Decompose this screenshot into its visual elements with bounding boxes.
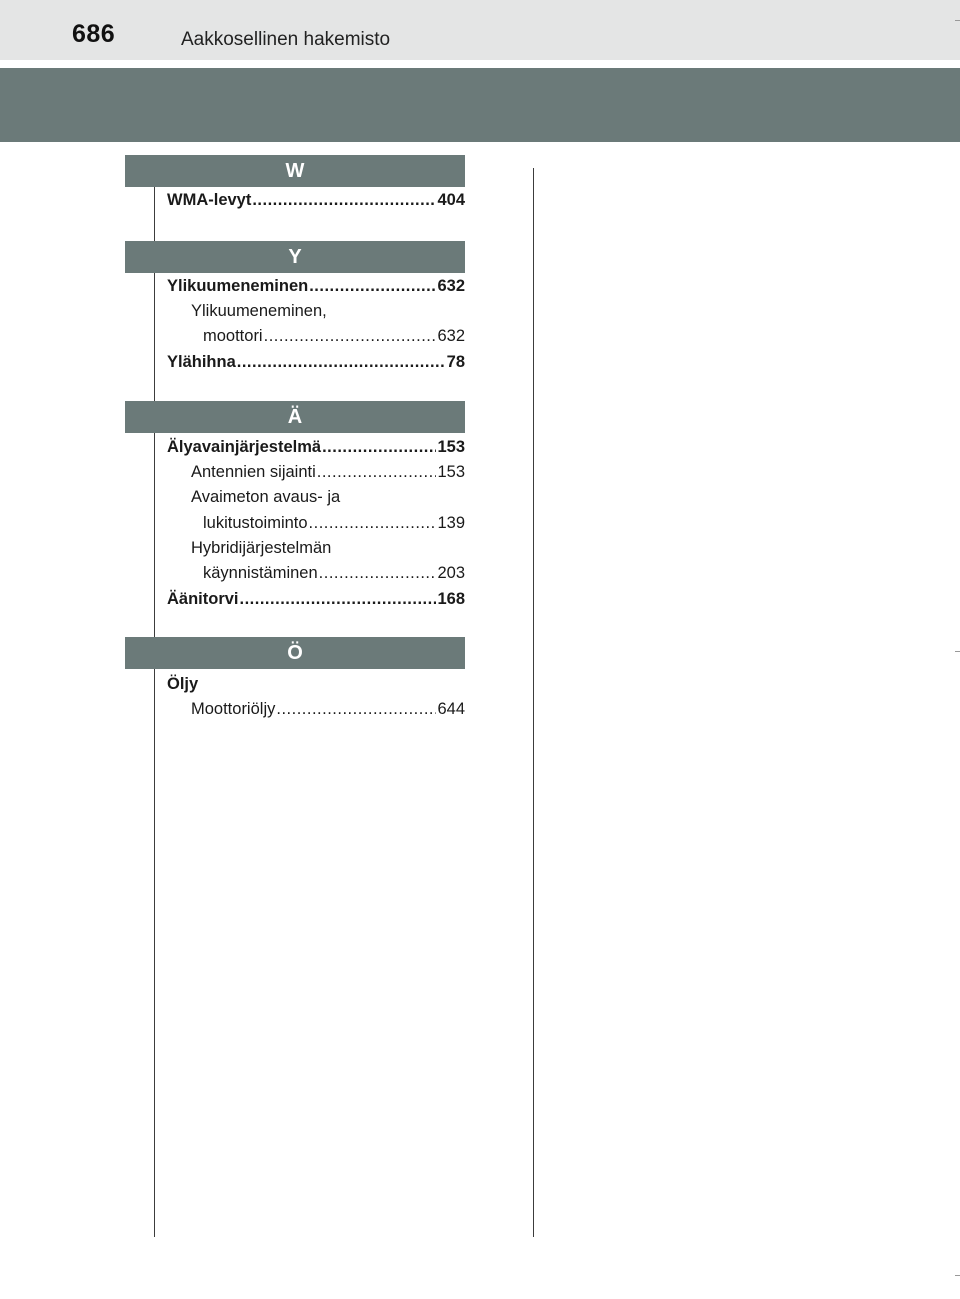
entry-page: 153 <box>437 438 465 456</box>
index-entry-wma-levyt[interactable] <box>167 188 465 212</box>
crop-mark <box>955 651 960 652</box>
entry-text: Äänitorvi <box>167 590 239 608</box>
index-entry-oljy <box>167 672 465 696</box>
index-entry-ylahihna[interactable] <box>167 350 465 374</box>
entry-text: Hybridijärjestelmän <box>191 539 332 557</box>
page-title: Aakkosellinen hakemisto <box>181 29 391 50</box>
crop-mark <box>955 1275 960 1276</box>
dot-leader <box>309 511 437 535</box>
entry-page: 632 <box>437 277 465 295</box>
dot-leader <box>264 324 437 348</box>
page-number: 686 <box>72 20 116 48</box>
dot-leader <box>276 697 436 721</box>
entry-page: 632 <box>437 327 465 345</box>
index-subentry-moottori[interactable] <box>203 324 465 348</box>
entry-text: WMA-levyt <box>167 191 252 209</box>
dot-leader <box>317 460 437 484</box>
entry-text: käynnistäminen <box>203 564 318 582</box>
entry-page: 78 <box>446 353 465 371</box>
entry-text: Ylähihna <box>167 353 236 371</box>
entry-page: 168 <box>437 590 465 608</box>
index-subentry-lukitustoiminto[interactable] <box>203 511 465 535</box>
section-header-o-umlaut: Ö <box>125 637 465 669</box>
entry-text: Ylikuumeneminen <box>167 277 309 295</box>
entry-text: lukitustoiminto <box>203 514 308 532</box>
dot-leader <box>309 274 436 298</box>
entry-text: Avaimeton avaus- ja <box>191 488 341 506</box>
entry-page: 203 <box>437 564 465 582</box>
section-header-w: W <box>125 155 465 187</box>
section-header-y: Y <box>125 241 465 273</box>
entry-page: 153 <box>437 463 465 481</box>
entry-text: Ylikuumeneminen, <box>191 302 327 320</box>
entry-text: Antennien sijainti <box>191 463 316 481</box>
entry-page: 644 <box>437 700 465 718</box>
index-subentry-antennien-sijainti[interactable] <box>191 460 465 484</box>
entry-page: 139 <box>437 514 465 532</box>
column-rule-right <box>533 168 534 1237</box>
crop-mark <box>955 20 960 21</box>
index-subentry-ylikuumeneminen <box>191 299 465 323</box>
entry-text: moottori <box>203 327 263 345</box>
index-entry-alyavainjarjestelma[interactable] <box>167 435 465 459</box>
entry-text: Moottoriöljy <box>191 700 276 718</box>
index-entry-aanitorvi[interactable] <box>167 587 465 611</box>
dot-leader <box>237 350 446 374</box>
column-rule-left <box>154 155 155 1237</box>
index-subentry-moottorioljy[interactable] <box>191 697 465 721</box>
dot-leader <box>319 561 437 585</box>
section-header-a-umlaut: Ä <box>125 401 465 433</box>
dot-leader <box>240 587 437 611</box>
dot-leader <box>252 188 436 212</box>
dot-leader <box>322 435 436 459</box>
entry-text: Öljy <box>167 675 199 693</box>
entry-page: 404 <box>437 191 465 209</box>
index-subentry-hybridijarjestelman <box>191 536 465 560</box>
top-band <box>0 0 960 60</box>
header-bar <box>0 68 960 142</box>
entry-text: Älyavainjärjestelmä <box>167 438 322 456</box>
index-entry-ylikuumeneminen[interactable] <box>167 274 465 298</box>
index-subentry-kaynnistaminen[interactable] <box>203 561 465 585</box>
index-subentry-avaimeton-avaus <box>191 485 465 509</box>
